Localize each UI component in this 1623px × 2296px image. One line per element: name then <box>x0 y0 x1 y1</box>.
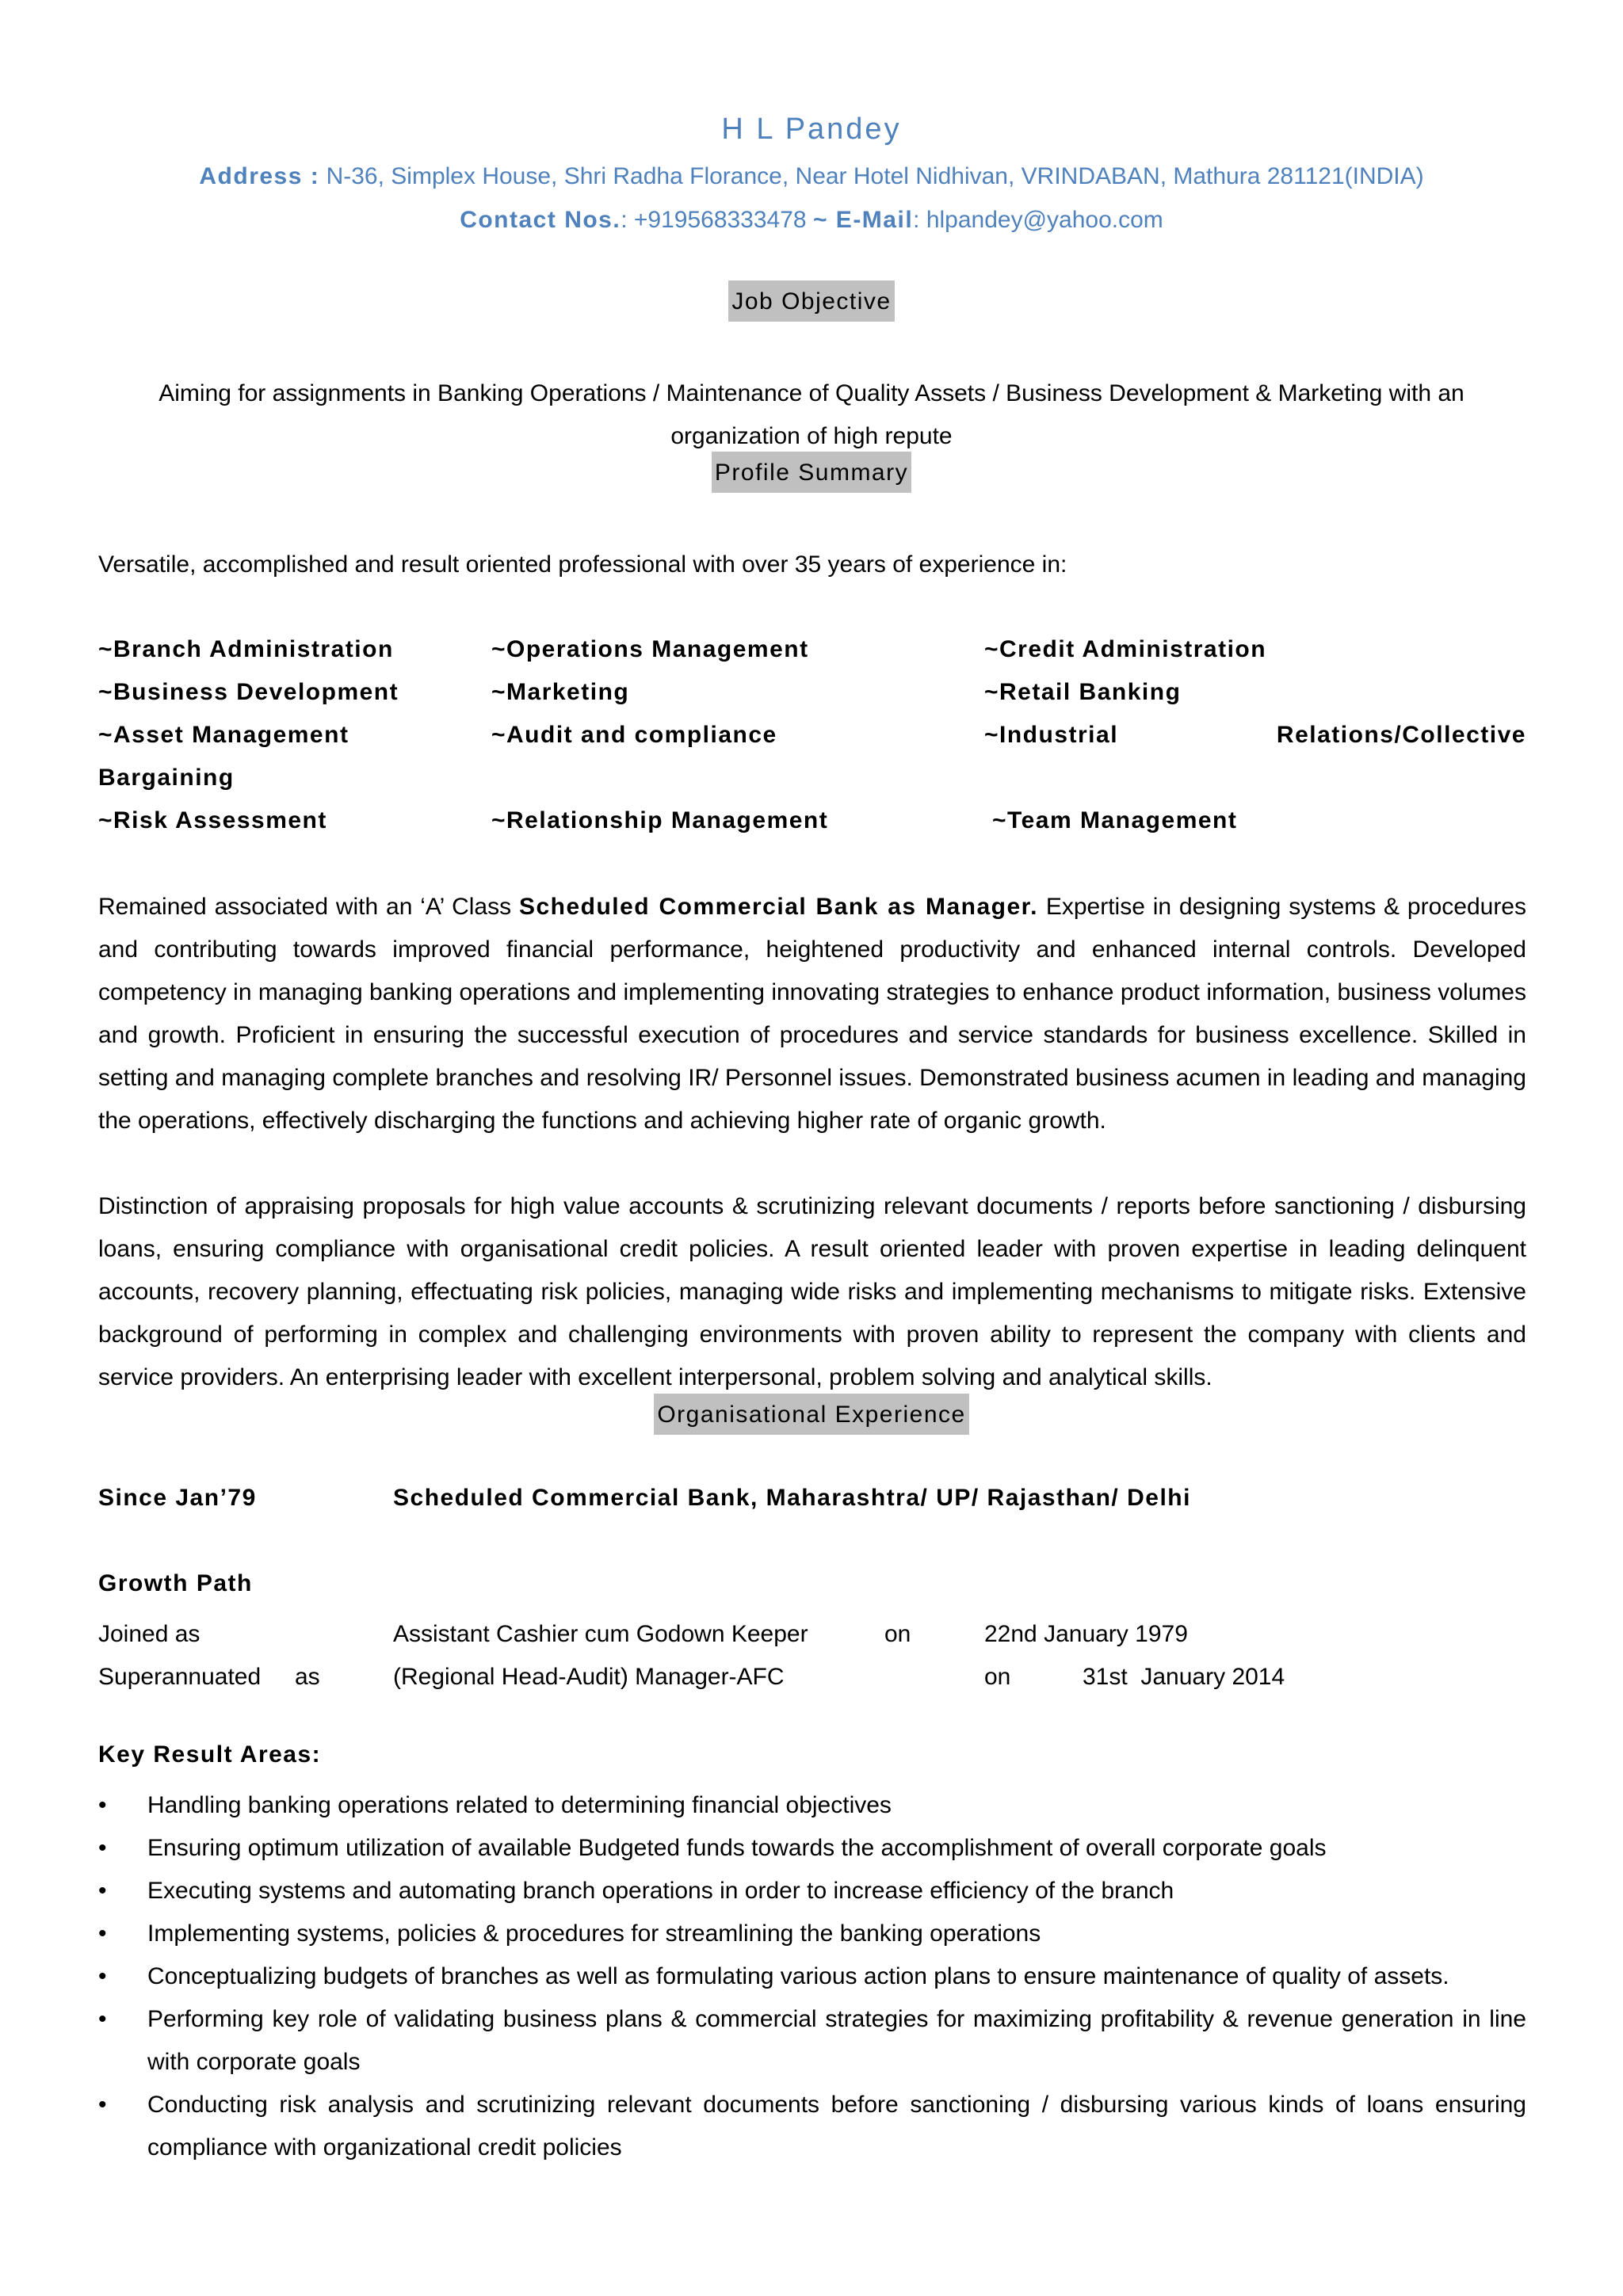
address-line <box>0 163 1623 190</box>
list-item <box>98 2084 1526 2169</box>
contact-line <box>0 207 1623 234</box>
email-value: : hlpandey@yahoo.com <box>913 207 1163 233</box>
job-objective-heading-text: Job Objective <box>728 280 894 322</box>
skill-asset-management: ~Asset Management <box>98 722 349 748</box>
bullet-icon: • <box>98 1920 107 1947</box>
skill-retail-banking: ~Retail Banking <box>984 679 1182 705</box>
skill-credit-administration: ~Credit Administration <box>984 636 1267 662</box>
joined-on: on <box>884 1621 911 1647</box>
kra-text: Conceptualizing budgets of branches as well as formulating various action plans to ensure maintenance of quality of assets. <box>147 1963 1449 1989</box>
list-item <box>98 1913 1526 1955</box>
list-item <box>98 1955 1526 1998</box>
contact-number: : +919568333478 <box>621 207 807 233</box>
skill-relationship-management: ~Relationship Management <box>491 807 829 833</box>
kra-title: Key Result Areas: <box>98 1741 322 1768</box>
profile-summary-heading <box>0 452 1623 493</box>
joined-role: Assistant Cashier cum Godown Keeper <box>393 1621 808 1647</box>
superannuated-label: Superannuated <box>98 1664 262 1690</box>
kra-list <box>98 1784 1526 2169</box>
experience-employer: Scheduled Commercial Bank, Maharashtra/ UP/ Rajasthan/ Delhi <box>393 1485 1191 1511</box>
kra-text: Implementing systems, policies & procedures for streamlining the banking operations <box>147 1920 1041 1947</box>
kra-text: Ensuring optimum utilization of available Budgeted funds towards the accomplishment of overall corporate goals <box>147 1835 1327 1861</box>
job-objective-line-2: organization of high repute <box>670 423 953 449</box>
skill-industrial: ~Industrial <box>984 722 1119 748</box>
joined-date: 22nd January 1979 <box>984 1621 1188 1647</box>
skill-audit-compliance: ~Audit and compliance <box>491 722 777 748</box>
joined-label: Joined as <box>98 1621 200 1647</box>
list-item <box>98 1784 1526 1827</box>
job-objective-heading <box>0 280 1623 322</box>
profile-intro: Versatile, accomplished and result oriented professional with over 35 years of experience in: <box>98 551 1067 578</box>
growth-path-title: Growth Path <box>98 1570 253 1596</box>
skill-bargaining: Bargaining <box>98 765 235 791</box>
superannuated-date: 31st January 2014 <box>1083 1664 1285 1690</box>
contact-label: Contact Nos. <box>460 207 621 233</box>
skill-risk-assessment: ~Risk Assessment <box>98 807 327 833</box>
superannuated-role: (Regional Head-Audit) Manager-AFC <box>393 1664 785 1690</box>
para1-intro: Remained associated with an ‘A’ Class <box>98 894 519 920</box>
kra-text: Performing key role of validating business plans & commercial strategies for maximizing profitability & revenue generation in line with corporate goals <box>147 2006 1526 2075</box>
para1-emphasis: Scheduled Commercial Bank as Manager. <box>518 894 1039 920</box>
superannuated-on: on <box>984 1664 1011 1690</box>
experience-heading-text: Organisational Experience <box>654 1394 968 1435</box>
bullet-icon: • <box>98 1963 107 1989</box>
bullet-icon: • <box>98 2006 107 2032</box>
candidate-name: H L Pandey <box>721 113 902 146</box>
profile-summary-heading-text: Profile Summary <box>712 452 911 493</box>
kra-text: Executing systems and automating branch operations in order to increase efficiency of the branch <box>147 1878 1174 1904</box>
skill-operations-management: ~Operations Management <box>491 636 809 662</box>
skill-marketing: ~Marketing <box>491 679 630 705</box>
kra-text: Conducting risk analysis and scrutinizing relevant documents before sanctioning / disbursing various kinds of loans ensuring compliance with organizational credit policies <box>147 2092 1526 2161</box>
skill-branch-administration: ~Branch Administration <box>98 636 394 662</box>
experience-heading <box>0 1394 1623 1435</box>
bullet-icon: • <box>98 1835 107 1861</box>
bullet-icon: • <box>98 2092 107 2118</box>
kra-text: Handling banking operations related to determining financial objectives <box>147 1792 892 1818</box>
skill-business-development: ~Business Development <box>98 679 399 705</box>
skill-team-management: ~Team Management <box>992 807 1238 833</box>
bullet-icon: • <box>98 1792 107 1818</box>
profile-paragraph-1 <box>98 886 1526 1142</box>
skill-relations-collective: Relations/Collective <box>1276 722 1526 748</box>
job-objective-line-1: Aiming for assignments in Banking Operations / Maintenance of Quality Assets / Business Development & Marketing with an <box>158 380 1465 406</box>
experience-since: Since Jan’79 <box>98 1485 257 1511</box>
email-label: ~ E-Mail <box>812 207 914 233</box>
list-item <box>98 1870 1526 1913</box>
para1-body: Expertise in designing systems & procedures and contributing towards improved financial performance, heightened productivity and enhanced internal controls. Developed competency in managing banking operations and implementing innovating strategies to enhance product information, business volumes and growth. Proficient in ensuring the successful execution of procedures and service standards for business excellence. Skilled in setting and managing complete branches and resolving IR/ Personnel issues. Demonstrated business acumen in leading and managing the operations, effectively discharging the functions and achieving higher rate of organic growth. <box>98 894 1526 1134</box>
address-label: Address : <box>199 163 320 189</box>
bullet-icon: • <box>98 1878 107 1904</box>
superannuated-as: as <box>295 1664 320 1690</box>
list-item <box>98 1998 1526 2084</box>
list-item <box>98 1827 1526 1870</box>
profile-paragraph-2: Distinction of appraising proposals for high value accounts & scrutinizing relevant documents / reports before sanctioning / disbursing loans, ensuring compliance with organisational credit policies. A result oriented leader with proven expertise in leading delinquent accounts, recovery planning, effectuating risk policies, managing wide risks and implementing mechanisms to mitigate risks. Extensive background of performing in complex and challenging environments with proven ability to represent the company with clients and service providers. An enterprising leader with excellent interpersonal, problem solving and analytical skills. <box>98 1193 1526 1390</box>
address-value: N-36, Simplex House, Shri Radha Florance, Near Hotel Nidhivan, VRINDABAN, Mathura 281121(INDIA) <box>326 163 1424 189</box>
